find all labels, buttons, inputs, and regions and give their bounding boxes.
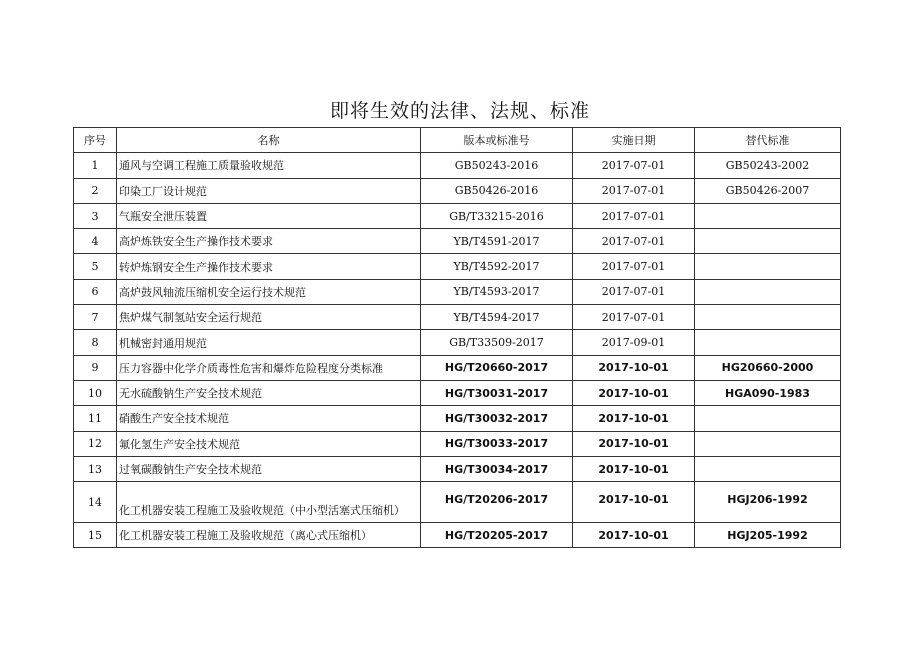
row-name: 印染工厂设计规范	[117, 178, 421, 203]
row-name: 无水硫酸钠生产安全技术规范	[117, 380, 421, 405]
row-name: 过氧碳酸钠生产安全技术规范	[117, 456, 421, 481]
header-no: 序号	[74, 128, 117, 153]
row-no: 5	[74, 254, 117, 279]
row-no: 13	[74, 456, 117, 481]
row-no: 4	[74, 229, 117, 254]
row-date: 2017-10-01	[573, 355, 695, 380]
row-replaces	[695, 456, 841, 481]
row-code: HG/T30031-2017	[421, 380, 573, 405]
row-date: 2017-09-01	[573, 330, 695, 355]
row-date: 2017-07-01	[573, 153, 695, 178]
row-date: 2017-10-01	[573, 431, 695, 456]
row-code: YB/T4591-2017	[421, 229, 573, 254]
row-replaces	[695, 305, 841, 330]
row-replaces	[695, 406, 841, 431]
table-row	[74, 305, 841, 330]
row-name: 化工机器安装工程施工及验收规范（离心式压缩机）	[117, 523, 421, 548]
table-row	[74, 153, 841, 178]
row-date: 2017-07-01	[573, 254, 695, 279]
row-code: YB/T4593-2017	[421, 279, 573, 304]
row-date: 2017-10-01	[573, 523, 695, 548]
table-row	[74, 229, 841, 254]
row-code: HG/T20660-2017	[421, 355, 573, 380]
row-replaces: HG20660-2000	[695, 355, 841, 380]
row-replaces	[695, 330, 841, 355]
table-row	[74, 330, 841, 355]
row-replaces	[695, 254, 841, 279]
row-code: HG/T20205-2017	[421, 523, 573, 548]
row-code: HG/T20206-2017	[421, 482, 573, 523]
row-replaces	[695, 431, 841, 456]
row-code: HG/T30033-2017	[421, 431, 573, 456]
row-replaces	[695, 229, 841, 254]
row-name: 焦炉煤气制氢站安全运行规范	[117, 305, 421, 330]
row-no: 8	[74, 330, 117, 355]
row-no: 15	[74, 523, 117, 548]
table-row	[74, 431, 841, 456]
row-date: 2017-10-01	[573, 406, 695, 431]
table-row	[74, 380, 841, 405]
row-replaces: GB50426-2007	[695, 178, 841, 203]
row-no: 6	[74, 279, 117, 304]
row-no: 7	[74, 305, 117, 330]
table-row	[74, 482, 841, 523]
row-date: 2017-07-01	[573, 279, 695, 304]
header-code: 版本或标准号	[421, 128, 573, 153]
row-date: 2017-07-01	[573, 178, 695, 203]
row-code: YB/T4594-2017	[421, 305, 573, 330]
row-name: 高炉炼铁安全生产操作技术要求	[117, 229, 421, 254]
row-name: 高炉鼓风轴流压缩机安全运行技术规范	[117, 279, 421, 304]
row-date: 2017-10-01	[573, 380, 695, 405]
row-no: 3	[74, 203, 117, 228]
table-row	[74, 406, 841, 431]
standards-table	[73, 127, 841, 548]
row-name: 硝酸生产安全技术规范	[117, 406, 421, 431]
row-no: 10	[74, 380, 117, 405]
row-date: 2017-10-01	[573, 482, 695, 523]
table-row	[74, 178, 841, 203]
table-row	[74, 523, 841, 548]
row-date: 2017-10-01	[573, 456, 695, 481]
table-row	[74, 279, 841, 304]
row-code: GB/T33509-2017	[421, 330, 573, 355]
row-replaces: HGJ205-1992	[695, 523, 841, 548]
row-replaces	[695, 279, 841, 304]
row-replaces: HGA090-1983	[695, 380, 841, 405]
row-replaces	[695, 203, 841, 228]
row-no: 9	[74, 355, 117, 380]
table-row	[74, 456, 841, 481]
header-name: 名称	[117, 128, 421, 153]
document-title: 即将生效的法律、法规、标准	[329, 100, 590, 122]
row-name: 压力容器中化学介质毒性危害和爆炸危险程度分类标准	[117, 355, 421, 380]
row-no: 1	[74, 153, 117, 178]
row-code: GB50426-2016	[421, 178, 573, 203]
header-replaces: 替代标准	[695, 128, 841, 153]
row-no: 2	[74, 178, 117, 203]
row-name: 气瓶安全泄压装置	[117, 203, 421, 228]
row-code: GB/T33215-2016	[421, 203, 573, 228]
table-row	[74, 203, 841, 228]
row-replaces: HGJ206-1992	[695, 482, 841, 523]
table-row	[74, 355, 841, 380]
row-code: HG/T30032-2017	[421, 406, 573, 431]
row-name: 通风与空调工程施工质量验收规范	[117, 153, 421, 178]
row-code: HG/T30034-2017	[421, 456, 573, 481]
row-no: 12	[74, 431, 117, 456]
table-header-row	[74, 128, 841, 153]
header-date: 实施日期	[573, 128, 695, 153]
row-no: 11	[74, 406, 117, 431]
row-name: 机械密封通用规范	[117, 330, 421, 355]
row-no: 14	[74, 482, 117, 523]
row-date: 2017-07-01	[573, 305, 695, 330]
row-date: 2017-07-01	[573, 229, 695, 254]
row-name: 化工机器安装工程施工及验收规范（中小型活塞式压缩机）	[117, 482, 421, 523]
row-replaces: GB50243-2002	[695, 153, 841, 178]
row-name: 转炉炼钢安全生产操作技术要求	[117, 254, 421, 279]
table-row	[74, 254, 841, 279]
row-date: 2017-07-01	[573, 203, 695, 228]
row-name: 氟化氢生产安全技术规范	[117, 431, 421, 456]
row-code: YB/T4592-2017	[421, 254, 573, 279]
row-code: GB50243-2016	[421, 153, 573, 178]
